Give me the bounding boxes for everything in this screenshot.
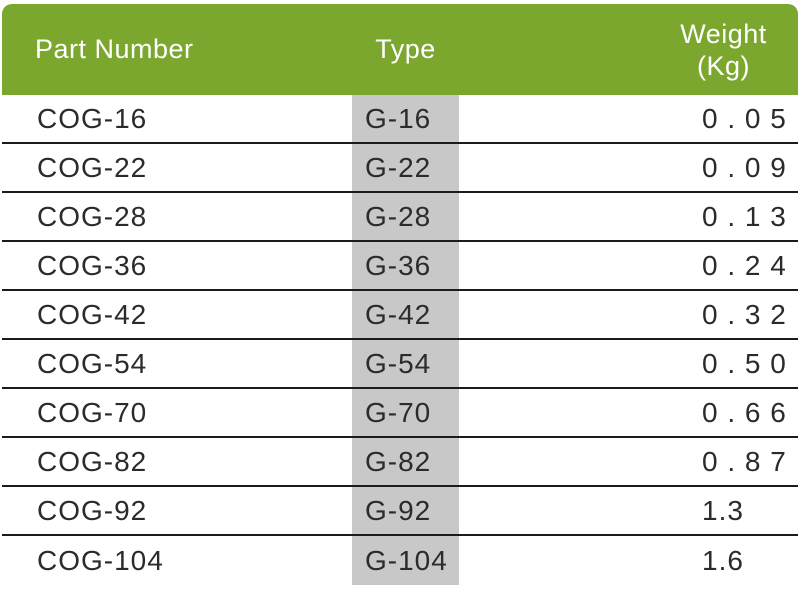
part-number-cell: COG-70 <box>37 396 148 428</box>
table-row <box>2 487 798 536</box>
table-row <box>2 242 798 291</box>
header-weight-line1: Weight <box>680 18 767 49</box>
header-weight-line2: (Kg) <box>696 50 750 81</box>
weight-cell: 1.3 <box>702 494 744 526</box>
type-cell: G-42 <box>352 291 459 338</box>
type-cell: G-28 <box>352 193 459 240</box>
part-number-cell: COG-92 <box>37 494 148 526</box>
type-cell: G-70 <box>352 389 459 436</box>
weight-cell: 0 . 0 9 <box>702 151 787 183</box>
part-number-cell: COG-82 <box>37 445 148 477</box>
table-row <box>2 95 798 144</box>
weight-cell: 0 . 6 6 <box>702 396 787 428</box>
table-row <box>2 438 798 487</box>
part-number-cell: COG-42 <box>37 298 148 330</box>
type-cell: G-54 <box>352 340 459 387</box>
type-cell: G-92 <box>352 487 459 534</box>
part-number-cell: COG-104 <box>37 544 164 576</box>
part-number-cell: COG-28 <box>37 200 148 232</box>
weight-cell: 0 . 5 0 <box>702 347 787 379</box>
table-header <box>2 4 798 95</box>
type-cell: G-36 <box>352 242 459 289</box>
header-weight <box>459 18 798 82</box>
table-row <box>2 144 798 193</box>
header-part-number: Part Number <box>35 34 194 64</box>
weight-cell: 0 . 0 5 <box>702 102 787 134</box>
weight-cell: 0 . 2 4 <box>702 249 787 281</box>
part-number-cell: COG-36 <box>37 249 148 281</box>
weight-cell: 0 . 1 3 <box>702 200 787 232</box>
table-body <box>2 95 798 585</box>
weight-cell: 0 . 3 2 <box>702 298 787 330</box>
table-row <box>2 389 798 438</box>
part-number-cell: COG-22 <box>37 151 148 183</box>
table-row <box>2 291 798 340</box>
type-cell: G-82 <box>352 438 459 485</box>
part-number-cell: COG-16 <box>37 102 148 134</box>
table-row <box>2 193 798 242</box>
table-row <box>2 536 798 585</box>
part-number-cell: COG-54 <box>37 347 148 379</box>
type-cell: G-104 <box>352 536 459 585</box>
weight-cell: 1.6 <box>702 544 744 576</box>
table-row <box>2 340 798 389</box>
type-cell: G-16 <box>352 95 459 142</box>
type-cell: G-22 <box>352 144 459 191</box>
header-type: Type <box>375 34 436 64</box>
weight-cell: 0 . 8 7 <box>702 445 787 477</box>
